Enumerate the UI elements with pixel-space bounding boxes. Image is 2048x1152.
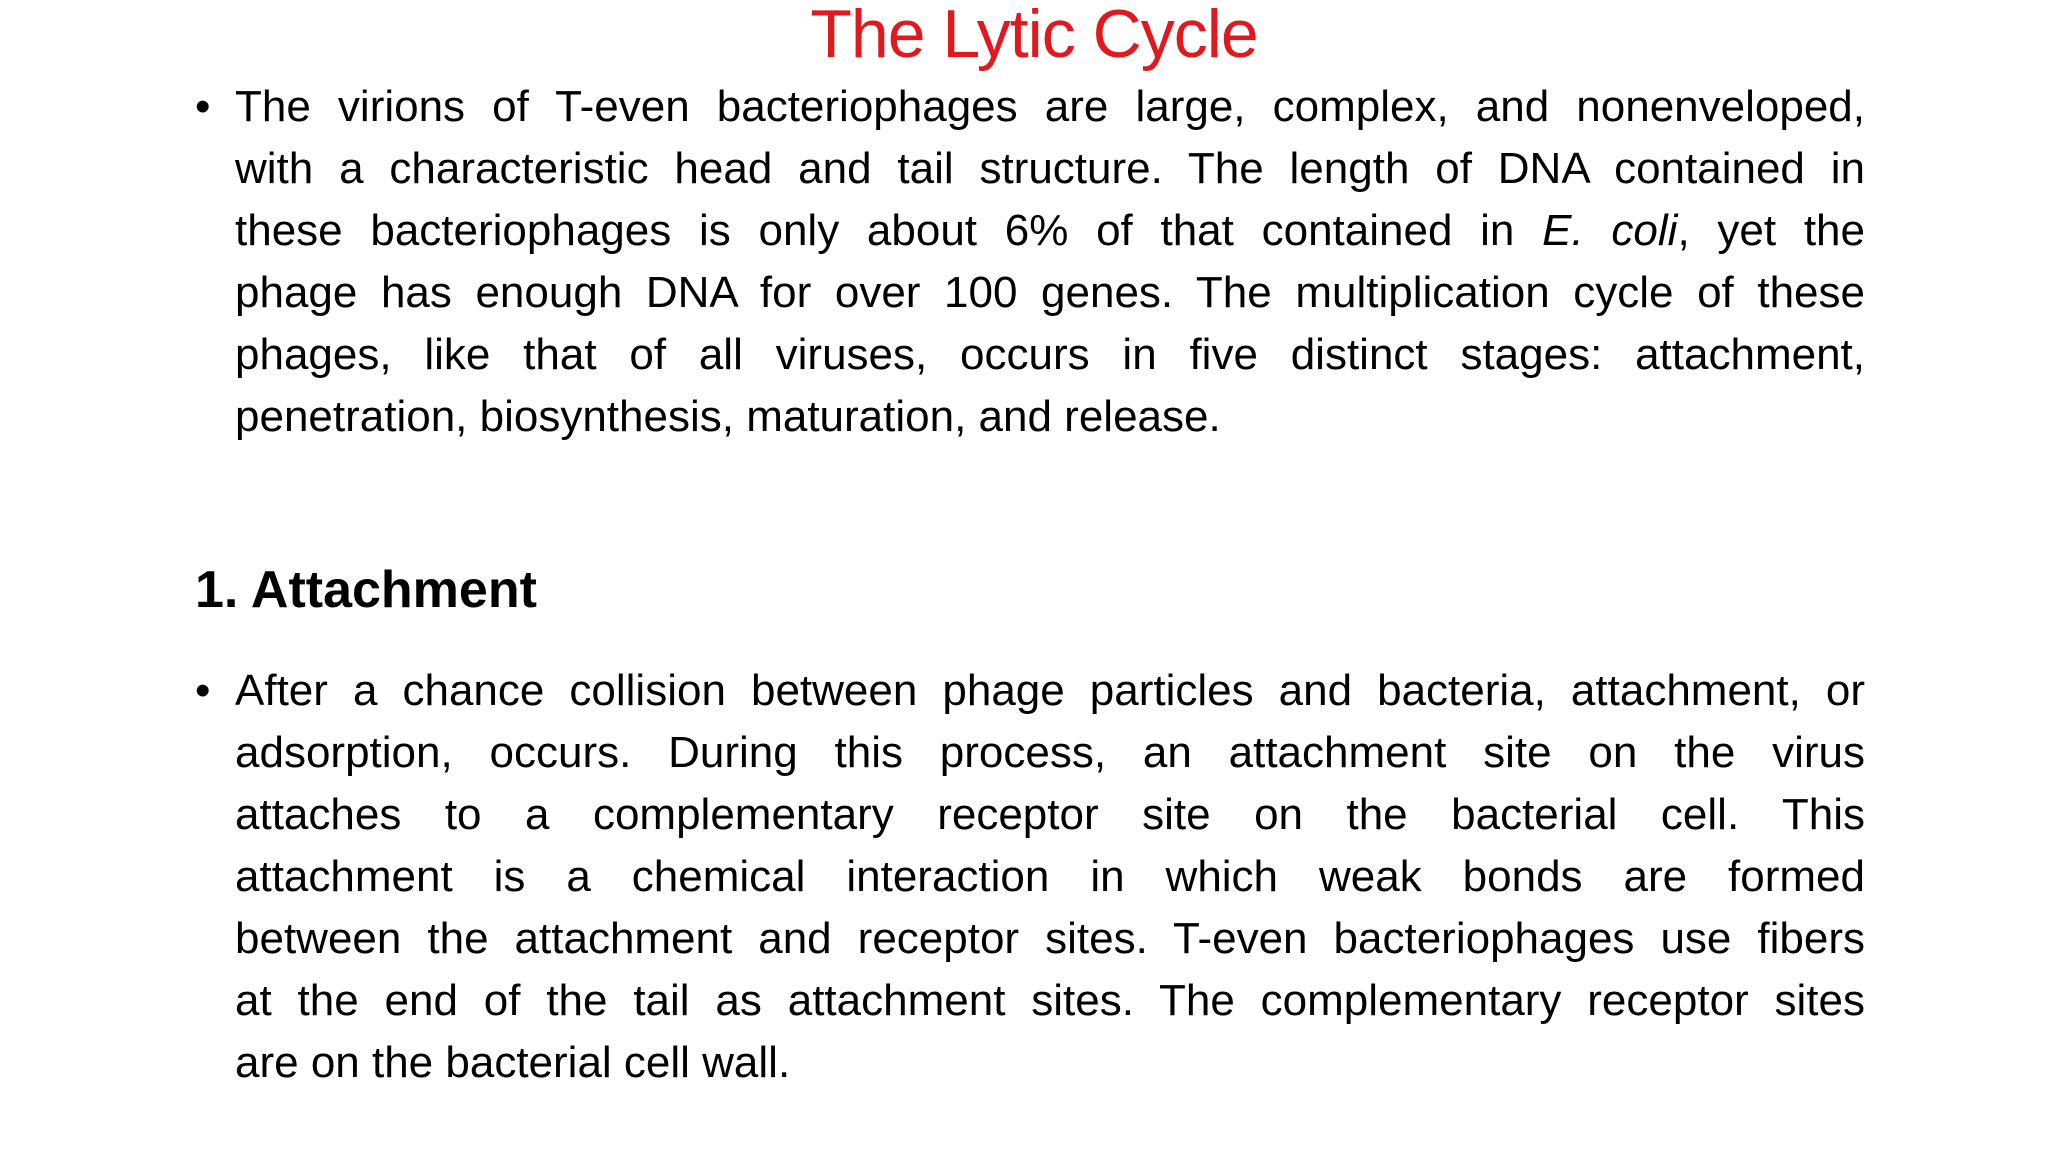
intro-line: phages, like that of all viruses, occurs in five distinct stages: attachment,	[235, 330, 1865, 379]
slide-title: The Lytic Cycle	[810, 0, 1258, 72]
bullet-dot-icon: •	[195, 666, 211, 715]
attachment-line: at the end of the tail as attachment sites. The complementary receptor sites	[235, 976, 1865, 1025]
attachment-bullet	[195, 660, 1865, 1094]
attachment-line: between the attachment and receptor sites. T-even bacteriophages use fibers	[235, 914, 1865, 963]
organism-name: E. coli	[1542, 206, 1678, 255]
attachment-line: adsorption, occurs. During this process, an attachment site on the virus	[235, 728, 1865, 777]
section-heading: 1. Attachment	[195, 561, 537, 619]
intro-line: The virions of T-even bacteriophages are large, complex, and nonenveloped,	[235, 82, 1865, 131]
intro-line-text: these bacteriophages is only about 6% of that contained in	[235, 206, 1543, 255]
attachment-line: attachment is a chemical interaction in which weak bonds are formed	[235, 852, 1865, 901]
bullet-dot-icon: •	[195, 82, 211, 131]
attachment-line: are on the bacterial cell wall.	[235, 1038, 791, 1087]
intro-line: penetration, biosynthesis, maturation, and release.	[235, 392, 1221, 441]
attachment-line: attaches to a complementary receptor site on the bacterial cell. This	[235, 790, 1865, 839]
intro-line: phage has enough DNA for over 100 genes. The multiplication cycle of these	[235, 268, 1865, 317]
intro-line: with a characteristic head and tail structure. The length of DNA contained in	[235, 144, 1865, 193]
intro-line	[235, 200, 1865, 262]
intro-line-text-tail: , yet the	[1677, 206, 1865, 255]
intro-bullet	[195, 76, 1865, 448]
attachment-line: After a chance collision between phage particles and bacteria, attachment, or	[235, 666, 1865, 715]
